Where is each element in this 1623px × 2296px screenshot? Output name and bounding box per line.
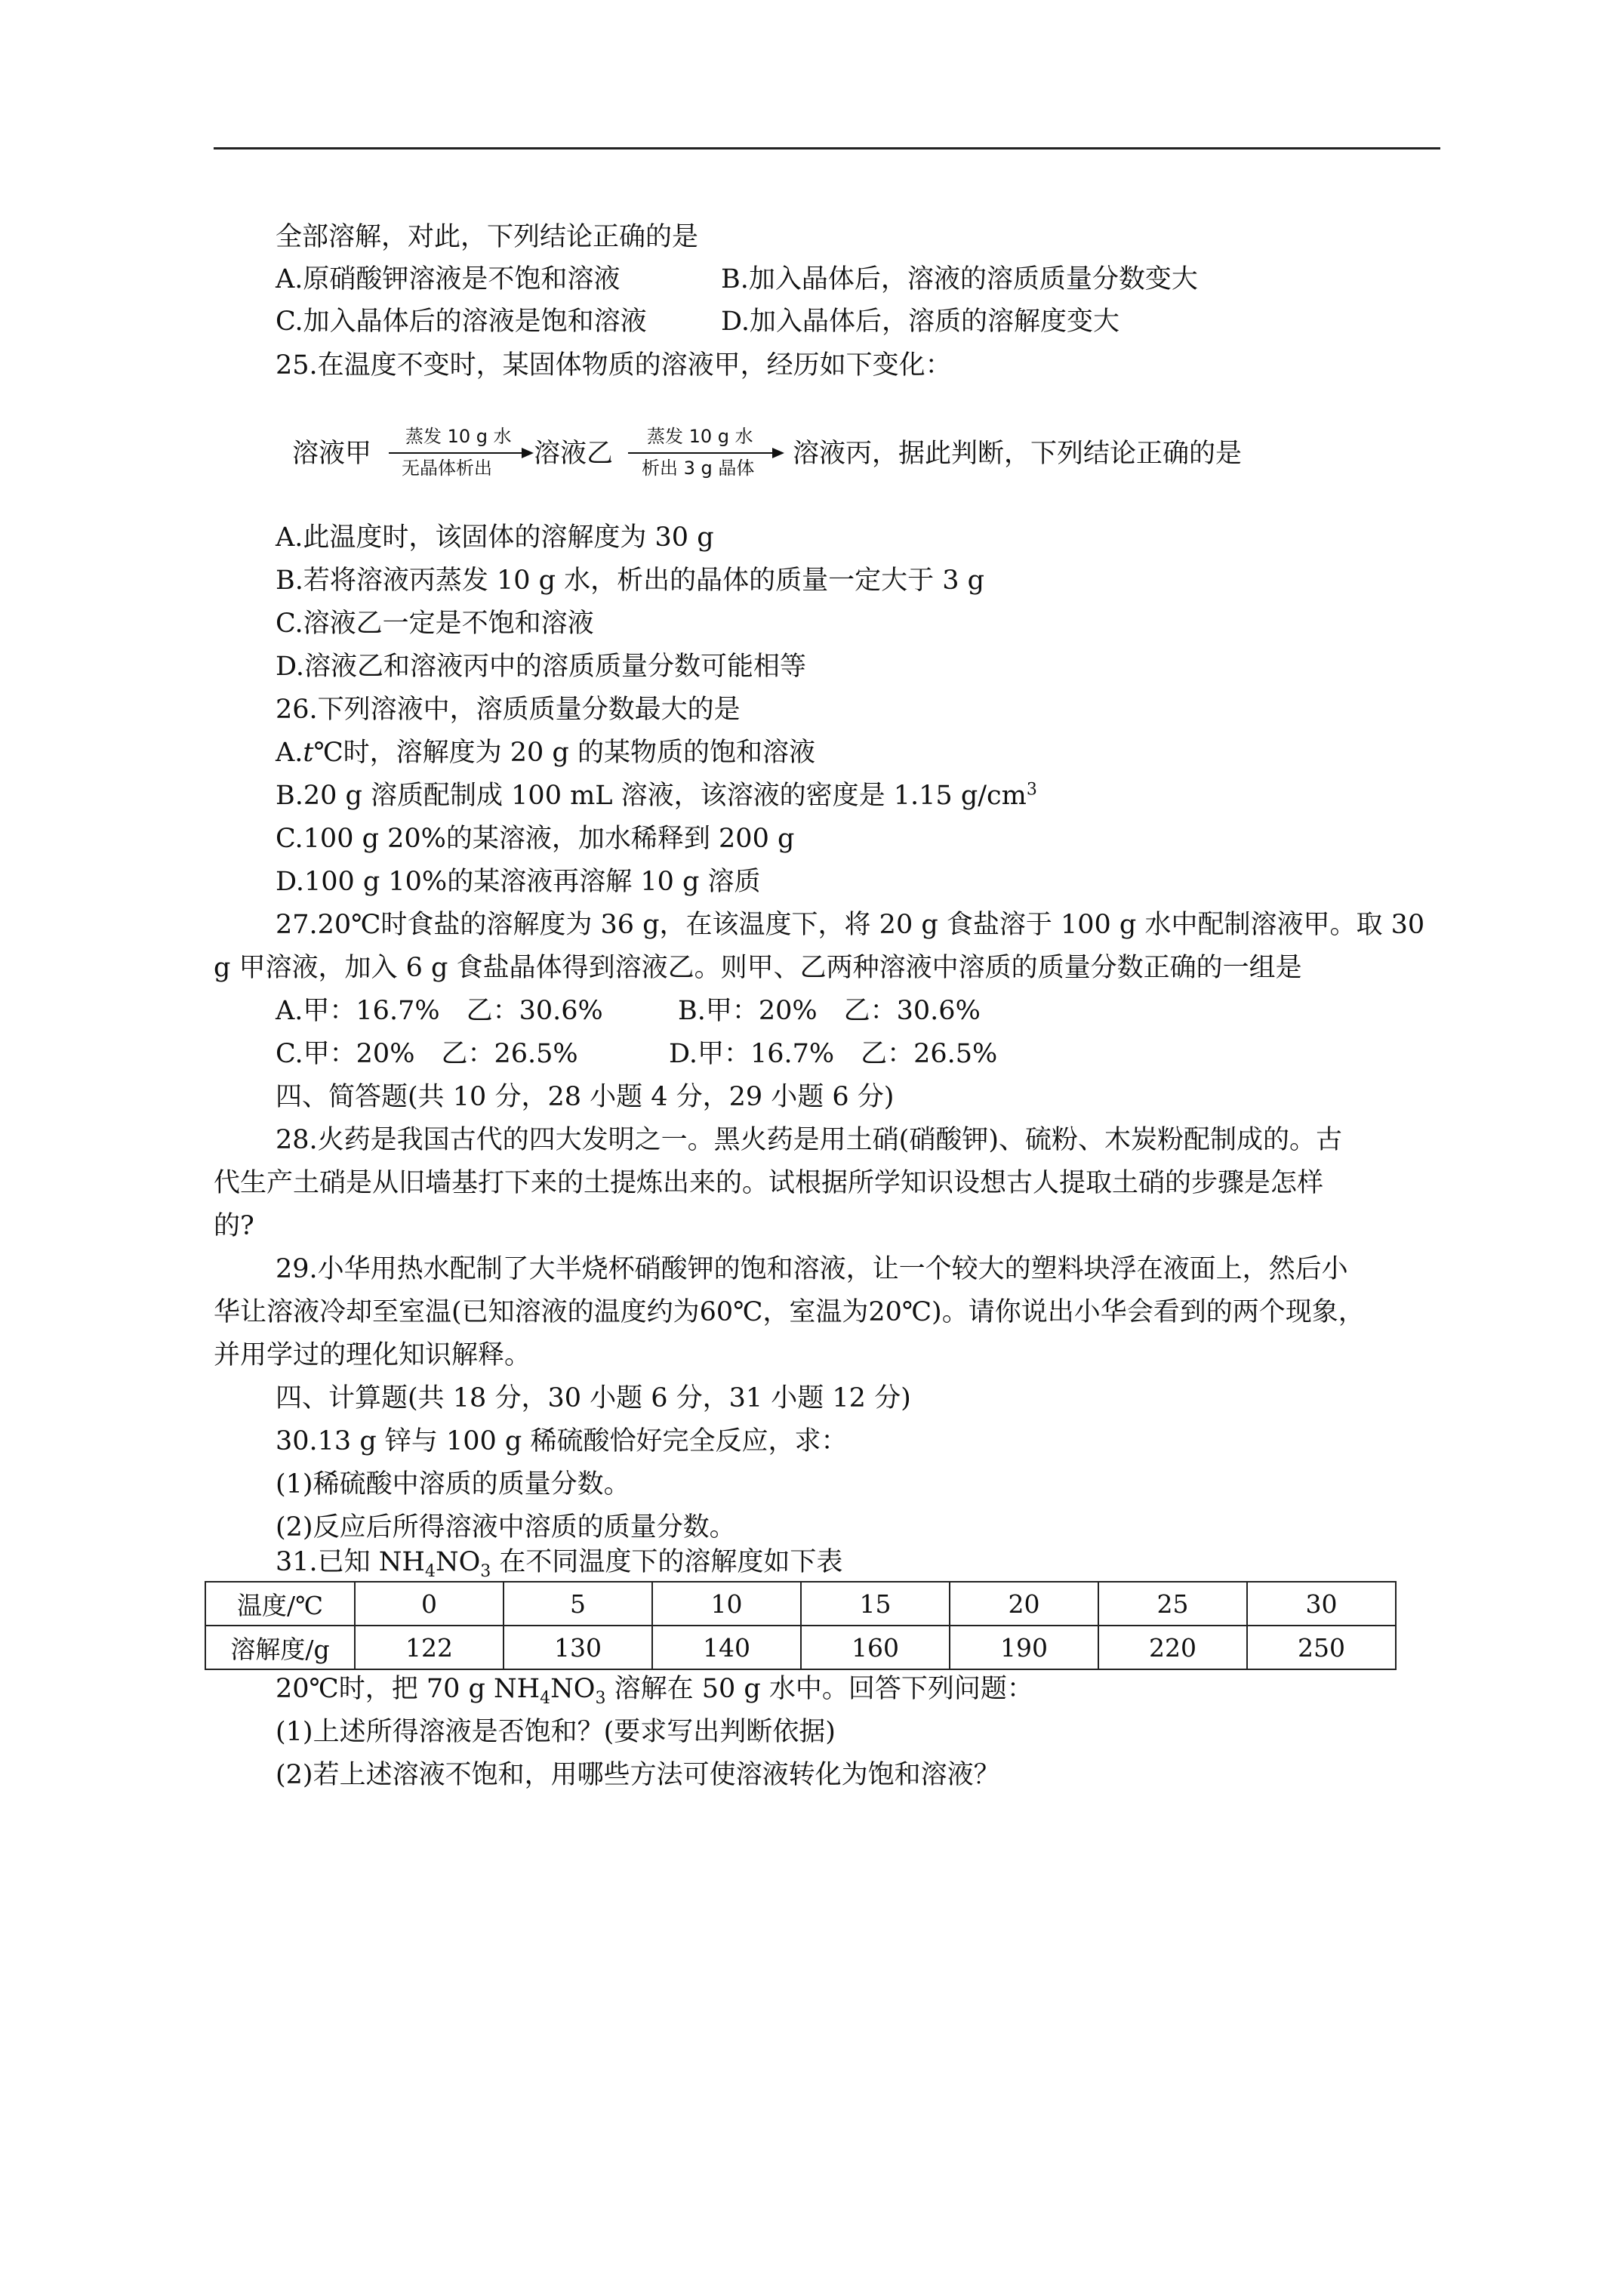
q27-option-c: C.甲：20% 乙：26.5%: [276, 1039, 578, 1069]
q26-option-d: D.100 g 10%的某溶液再溶解 10 g 溶质: [276, 867, 761, 897]
table-cell: 15: [801, 1582, 950, 1626]
q26-option-c: C.100 g 20%的某溶液，加水稀释到 200 g: [276, 824, 795, 854]
q24-option-c: C.加入晶体后的溶液是饱和溶液: [276, 307, 647, 337]
q28-line1: 28.火药是我国古代的四大发明之一。黑火药是用土硝(硝酸钾)、硫粉、木炭粉配制成的。古: [276, 1125, 1342, 1155]
q27-stem-line1: 27.20℃时食盐的溶解度为 36 g，在该温度下，将 20 g 食盐溶于 100 g 水中配制溶液甲。取 30: [276, 910, 1425, 940]
q27-option-b: B.甲：20% 乙：30.6%: [678, 996, 981, 1026]
q30-stem: 30.13 g 锌与 100 g 稀硫酸恰好完全反应，求：: [276, 1426, 848, 1456]
table-cell: 5: [504, 1582, 652, 1626]
q26-stem: 26.下列溶液中，溶质质量分数最大的是: [276, 695, 741, 725]
q25-stem: 25.在温度不变时，某固体物质的溶液甲，经历如下变化：: [276, 350, 952, 381]
table-header-solubility: 溶解度/g: [205, 1626, 355, 1669]
q26-option-a: A.t℃时，溶解度为 20 g 的某物质的饱和溶液: [276, 738, 815, 768]
condition-2-bottom: 析出 3 g 晶体: [642, 458, 755, 479]
solution-jia: 溶液甲: [292, 439, 372, 469]
q27-option-a: A.甲：16.7% 乙：30.6%: [276, 996, 603, 1026]
q31-stem: 31.已知 $NH_4NO_3$ 在不同温度下的溶解度如下表: [276, 1547, 843, 1581]
q24-option-b: B.加入晶体后，溶液的溶质质量分数变大: [721, 264, 1198, 294]
q29-line2: 华让溶液冷却至室温(已知溶液的温度约为60℃，室温为20℃)。请你说出小华会看到的两个现象，: [214, 1297, 1365, 1327]
q29-line3: 并用学过的理化知识解释。: [214, 1340, 531, 1370]
arrow-1: [389, 452, 532, 454]
evaporation-scheme: [292, 419, 1349, 487]
table-cell: 122: [355, 1626, 504, 1669]
table-row: [205, 1582, 1396, 1626]
solution-yi: 溶液乙: [534, 439, 614, 469]
solubility-table: [205, 1581, 1397, 1670]
table-cell: 130: [504, 1626, 652, 1669]
arrow-2: [628, 452, 783, 454]
header-rule: [214, 147, 1440, 149]
table-header-temperature: 温度/℃: [205, 1582, 355, 1626]
q24-stem-tail: 全部溶解，对此，下列结论正确的是: [276, 222, 699, 252]
table-cell: 190: [950, 1626, 1098, 1669]
q31-part1: (1)上述所得溶液是否饱和？(要求写出判断依据): [276, 1717, 836, 1747]
table-row: [205, 1626, 1396, 1669]
section-short-answer: 四、简答题(共 10 分，28 小题 4 分，29 小题 6 分): [276, 1082, 895, 1112]
q24-option-d: D.加入晶体后，溶质的溶解度变大: [721, 307, 1119, 337]
q27-option-d: D.甲：16.7% 乙：26.5%: [669, 1039, 998, 1069]
q30-part2: (2)反应后所得溶液中溶质的质量分数。: [276, 1512, 736, 1542]
table-cell: 220: [1098, 1626, 1247, 1669]
solution-bing-and-stem: 溶液丙，据此判断，下列结论正确的是: [793, 439, 1243, 469]
q29-line1: 29.小华用热水配制了大半烧杯硝酸钾的饱和溶液，让一个较大的塑料块浮在液面上，然后小: [276, 1254, 1348, 1284]
q24-option-a: A.原硝酸钾溶液是不饱和溶液: [276, 264, 621, 294]
q25-option-a: A.此温度时，该固体的溶解度为 30 g: [276, 522, 714, 553]
table-cell: 20: [950, 1582, 1098, 1626]
q25-option-d: D.溶液乙和溶液丙中的溶质质量分数可能相等: [276, 652, 806, 682]
table-cell: 0: [355, 1582, 504, 1626]
q31-part2: (2)若上述溶液不饱和，用哪些方法可使溶液转化为饱和溶液？: [276, 1760, 1000, 1790]
table-cell: 10: [652, 1582, 801, 1626]
q27-stem-line2: g 甲溶液，加入 6 g 食盐晶体得到溶液乙。则甲、乙两种溶液中溶质的质量分数正确的一组是: [214, 953, 1302, 983]
condition-1-bottom: 无晶体析出: [402, 458, 492, 479]
q28-line2: 代生产土硝是从旧墙基打下来的土提炼出来的。试根据所学知识设想古人提取土硝的步骤是怎样: [214, 1168, 1324, 1198]
section-calculation: 四、计算题(共 18 分，30 小题 6 分，31 小题 12 分): [276, 1383, 911, 1413]
q31-condition: 20℃时，把 70 g $NH_4NO_3$ 溶解在 50 g 水中。回答下列问题：: [276, 1674, 1033, 1708]
table-cell: 30: [1247, 1582, 1396, 1626]
table-cell: 160: [801, 1626, 950, 1669]
q28-line3: 的?: [214, 1211, 254, 1241]
table-cell: 140: [652, 1626, 801, 1669]
q26-option-b: B.20 g 溶质配制成 100 mL 溶液，该溶液的密度是 1.15 $g/cm^3$: [276, 780, 1037, 811]
q25-option-b: B.若将溶液丙蒸发 10 g 水，析出的晶体的质量一定大于 3 g: [276, 566, 985, 596]
table-cell: 25: [1098, 1582, 1247, 1626]
condition-1-top: 蒸发 10 g 水: [405, 426, 512, 447]
condition-2-top: 蒸发 10 g 水: [647, 426, 753, 447]
table-cell: 250: [1247, 1626, 1396, 1669]
q30-part1: (1)稀硫酸中溶质的质量分数。: [276, 1469, 630, 1499]
q25-option-c: C.溶液乙一定是不饱和溶液: [276, 609, 594, 639]
